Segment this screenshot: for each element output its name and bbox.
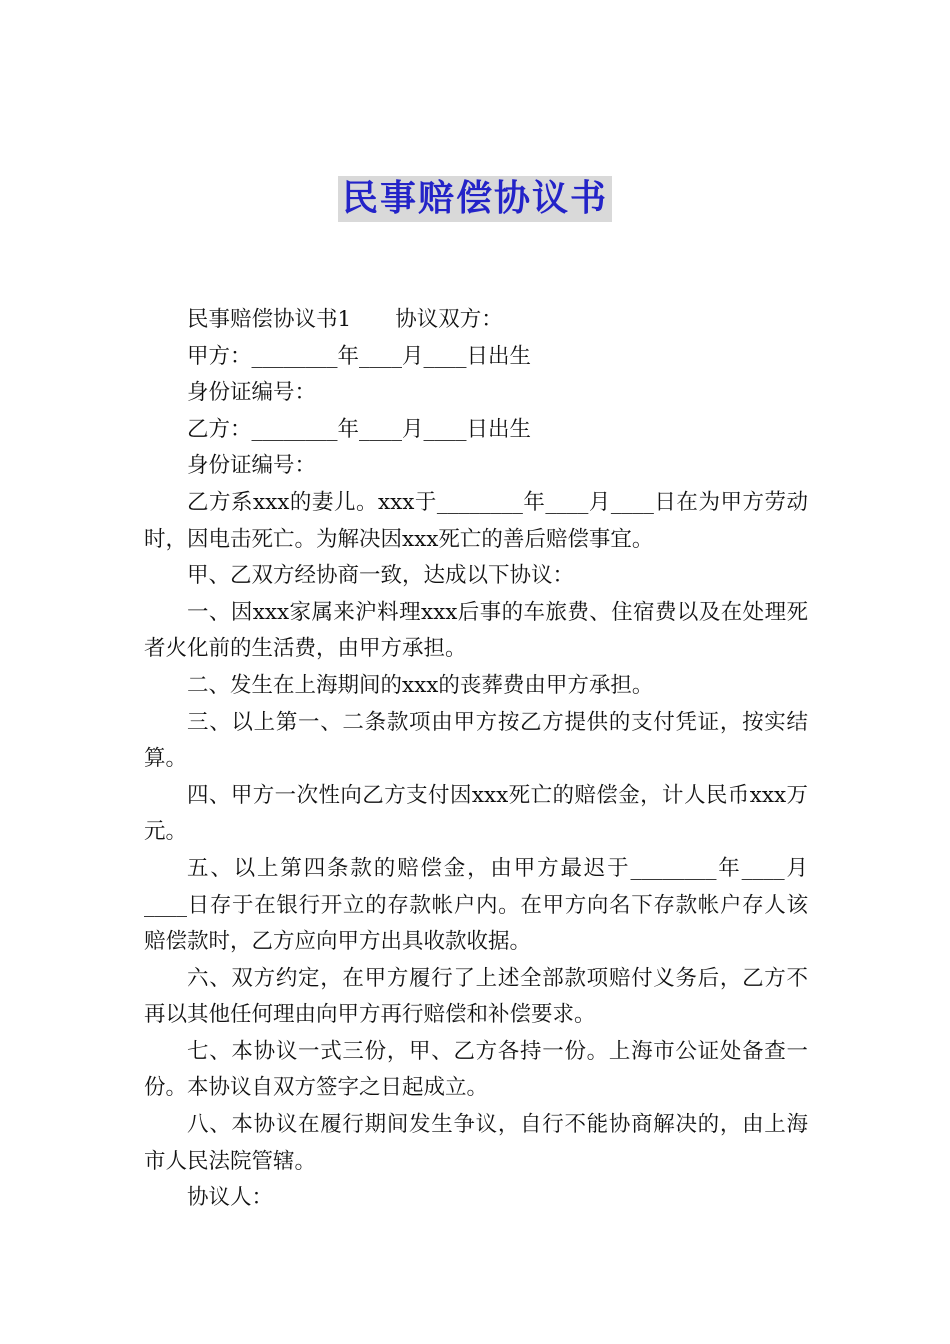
- paragraph-party-b: 乙方：________年____月____日出生: [187, 416, 532, 442]
- paragraph-party-a-id: 身份证编号：: [187, 380, 317, 406]
- title-container: [0, 176, 950, 222]
- paragraph-background: 乙方系xxx的妻儿。xxx于________年____月____日在为甲方劳动时，因电击死亡。为解决因xxx死亡的善后赔偿事宜。: [144, 489, 808, 552]
- clause-2: 二、发生在上海期间的xxx的丧葬费由甲方承担。: [187, 672, 654, 698]
- clause-4: 四、甲方一次性向乙方支付因xxx死亡的赔偿金，计人民币xxx万元。: [144, 782, 808, 845]
- clause-6: 六、双方约定，在甲方履行了上述全部款项赔付义务后，乙方不再以其他任何理由向甲方再行赔偿和补偿要求。: [144, 965, 808, 1028]
- paragraph-agreement-intro: 甲、乙双方经协商一致，达成以下协议：: [187, 563, 575, 589]
- paragraph-heading-text: 民事赔偿协议书1: [187, 307, 352, 332]
- document-body: [144, 302, 808, 1217]
- paragraph-heading: [144, 302, 808, 339]
- paragraph-party-b-id: 身份证编号：: [187, 453, 317, 479]
- clause-7: 七、本协议一式三份，甲、乙方各持一份。上海市公证处备查一份。本协议自双方签字之日起成立。: [144, 1038, 808, 1101]
- paragraph-signatories: 协议人：: [187, 1185, 274, 1211]
- clause-8: 八、本协议在履行期间发生争议，自行不能协商解决的，由上海市人民法院管辖。: [144, 1112, 808, 1174]
- clause-5: 五、以上第四条款的赔偿金，由甲方最迟于________年____月____日存于在银行开立的存款帐户内。在甲方向名下存款帐户存人该赔偿款时，乙方应向甲方出具收款收据。: [144, 855, 808, 955]
- clause-3: 三、以上第一、二条款项由甲方按乙方提供的支付凭证，按实结算。: [144, 709, 808, 772]
- document-title: 民事赔偿协议书: [338, 176, 612, 222]
- paragraph-party-a: 甲方：________年____月____日出生: [187, 343, 532, 369]
- clause-1: 一、因xxx家属来沪料理xxx后事的车旅费、住宿费以及在处理死者火化前的生活费，由甲方承担。: [144, 599, 808, 662]
- parties-heading: 协议双方：: [395, 307, 503, 332]
